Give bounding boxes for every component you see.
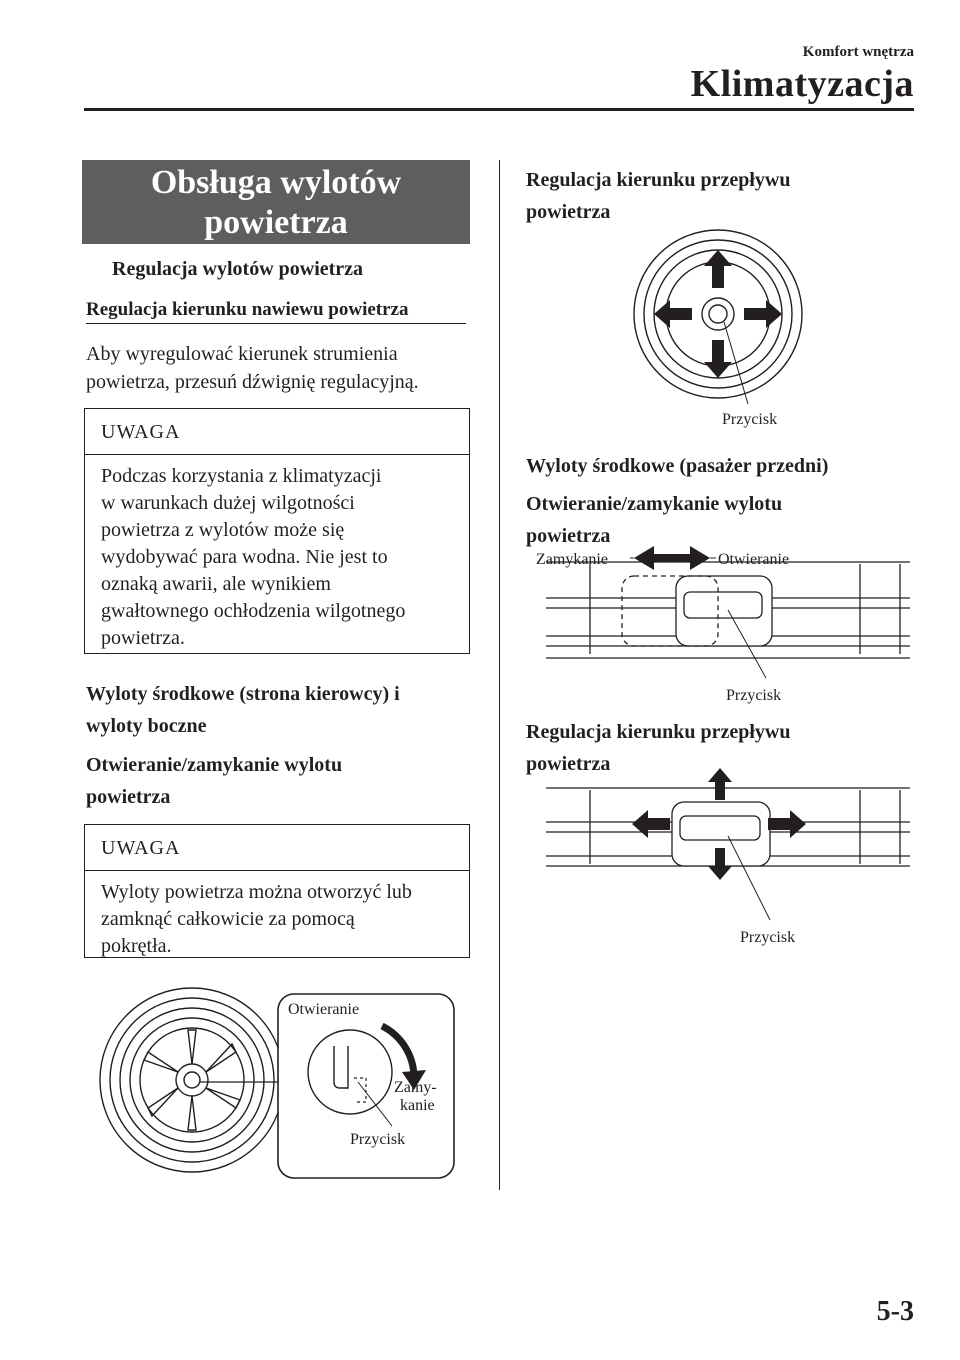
intro-line-2: powietrza, przesuń dźwignię regulacyjną.: [86, 371, 419, 393]
label-button-r1: Przycisk: [722, 411, 778, 428]
direction-2-line-1: Regulacja kierunku przepływu: [526, 721, 791, 743]
heading-open-close-left: [86, 749, 342, 813]
subheading-direction: Regulacja kierunku nawiewu powietrza: [86, 299, 466, 324]
label-button-r2: Przycisk: [726, 687, 782, 704]
chapter-title: Komfort wnętrza: [802, 44, 914, 60]
topic-title-box: [82, 160, 470, 244]
direction-1-line-1: Regulacja kierunku przepływu: [526, 169, 791, 191]
label-close-1: Zamy-: [394, 1079, 437, 1096]
heading-open-close-right: [526, 488, 782, 552]
note-1-body: Podczas korzystania z klimatyzacji w warunkach dużej wilgotności powietrza z wylotów może się wydobywać para wodna. Nie jest to oznaką awarii, ale wynikiem gwałtownego ochłodzenia wilgotnego powietrza.: [101, 465, 406, 649]
heading-driver-vents: [86, 678, 400, 742]
label-open: Otwieranie: [288, 1001, 360, 1018]
section-title: Klimatyzacja: [690, 63, 914, 105]
column-divider: [499, 160, 500, 1190]
heading-direction-1: [526, 164, 790, 228]
note-box-2: [84, 824, 470, 958]
topic-title-line1: Obsługa wylotów: [150, 164, 402, 201]
label-close-r2: Zamykanie: [536, 551, 608, 568]
note-box-1: [84, 408, 470, 654]
direction-1-line-2: powietrza: [526, 201, 611, 223]
open-close-left-line-1: Otwieranie/zamykanie wylotu: [86, 754, 343, 776]
heading-vent-adjustment: Regulacja wylotów powietrza: [112, 258, 364, 280]
round-vent-dial-figure: [96, 986, 466, 1186]
open-close-left-line-2: powietrza: [86, 786, 171, 808]
direction-2-line-2: powietrza: [526, 753, 611, 775]
label-close-2: kanie: [400, 1097, 435, 1114]
label-button-r3: Przycisk: [740, 929, 796, 946]
topic-title-line2: powietrza: [204, 204, 348, 241]
heading-driver-line-2: wyloty boczne: [86, 715, 207, 737]
open-close-right-line-1: Otwieranie/zamykanie wylotu: [526, 493, 783, 515]
page-number: 5-3: [876, 1296, 914, 1327]
note-2-body: Wyloty powietrza można otworzyć lub zamknąć całkowicie za pomocą pokrętła.: [101, 881, 412, 957]
heading-passenger-vents: Wyloty środkowe (pasażer przedni): [526, 455, 829, 477]
round-vent-illustration: [100, 988, 284, 1172]
slat-vent-direction-illustration: [546, 788, 910, 866]
header-rule: [84, 108, 914, 111]
slat-vent-direction-figure: [530, 766, 920, 950]
heading-driver-line-1: Wyloty środkowe (strona kierowcy) i: [86, 683, 400, 705]
open-close-right-line-2: powietrza: [526, 525, 611, 547]
label-button-left: Przycisk: [350, 1131, 406, 1148]
slat-vent-open-close-figure: [530, 544, 920, 710]
intro-line-1: Aby wyregulować kierunek strumienia: [86, 343, 398, 365]
note-1-title: UWAGA: [85, 409, 469, 455]
round-vent-direction-figure: [626, 228, 806, 430]
intro-paragraph: [86, 340, 419, 396]
note-2-title: UWAGA: [85, 825, 469, 871]
label-open-r2: Otwieranie: [718, 551, 790, 568]
open-close-double-arrow: [634, 546, 710, 570]
